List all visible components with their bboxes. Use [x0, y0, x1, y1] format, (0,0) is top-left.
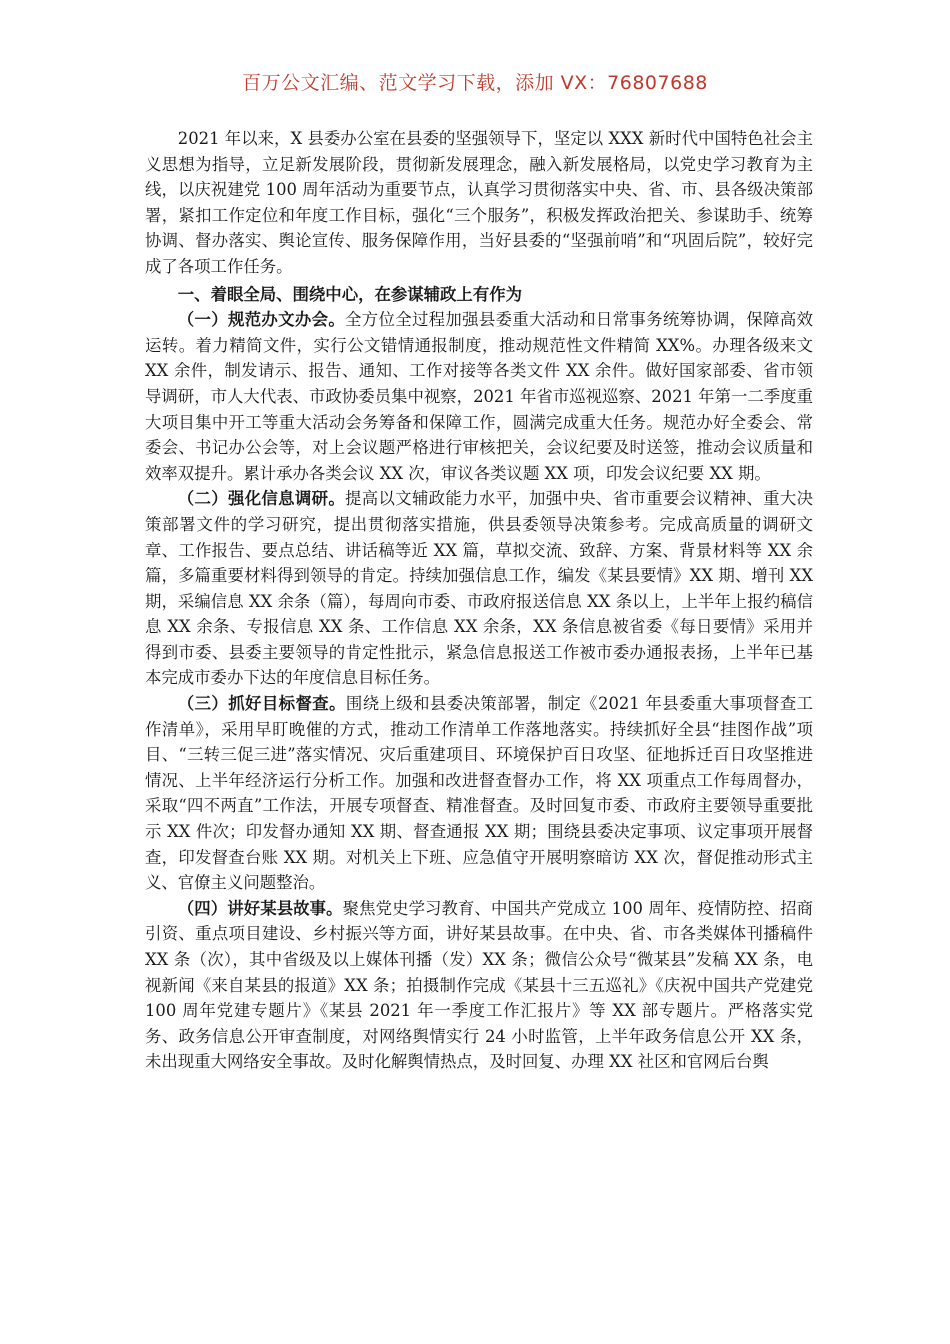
- paragraph-item-2: [145, 486, 813, 691]
- item-body: 围绕上级和县委决策部署，制定《2021 年县委重大事项督查工作清单》，采用早盯晚催的方式，推动工作清单工作落地落实。持续抓好全县“挂图作战”项目、“三转三促三进”落实情况、灾后重建项目、环境保护百日攻坚、征地拆迁百日攻坚推进情况、上半年经济运行分析工作。加强和改进督查督办工作，将 XX 项重点工作每周督办，采取“四不两直”工作法，开展专项督查、精准督查。及时回复市委、市政府主要领导重要批示 XX 件次；印发督办通知 XX 期、督查通报 XX 期；围绕县委决定事项、议定事项开展督查，印发督查台账 XX 期。对机关上下班、应急值守开展明察暗访 XX 次，督促推动形式主义、官僚主义问题整治。: [145, 694, 814, 893]
- paragraph-item-3: [145, 691, 813, 896]
- item-title: （三）抓好目标督查。: [177, 694, 346, 714]
- item-title: （二）强化信息调研。: [177, 489, 346, 509]
- paragraph-item-4: [145, 896, 813, 1075]
- section-heading: 一、着眼全局、围绕中心，在参谋辅政上有作为: [177, 284, 522, 304]
- watermark-header: 百万公文汇编、范文学习下载，添加 VX：76807688: [242, 72, 708, 94]
- paragraph-item-1: [145, 307, 813, 486]
- item-body: 全方位全过程加强县委重大活动和日常事务统筹协调，保障高效运转。着力精简文件，实行公文错情通报制度，推动规范性文件精简 XX%。办理各级来文 XX 余件，制发请示、报告、通知、工作对接等各类文件 XX 余件。做好国家部委、省市领导调研，市人大代表、市政协委员集中视察，2021 年省市巡视巡察、2021 年第一二季度重大项目集中开工等重大活动会务筹备和保障工作，圆满完成重大任务。规范办好全委会、常委会、书记办公会等，对上会议题严格进行审核把关，会议纪要及时送签，推动会议质量和效率双提升。累计承办各类会议 XX 次，审议各类议题 XX 项，印发会议纪要 XX 期。: [145, 310, 814, 483]
- item-title: （一）规范办文办会。: [177, 310, 346, 330]
- intro-paragraph: 2021 年以来，X 县委办公室在县委的坚强领导下，坚定以 XXX 新时代中国特色社会主义思想为指导，立足新发展阶段，贯彻新发展理念，融入新发展格局，以党史学习教育为主线，以庆祝建党 100 周年活动为重要节点，认真学习贯彻落实中央、省、市、县各级决策部署，紧扣工作定位和年度工作目标，强化“三个服务”，积极发挥政治把关、参谋助手、统筹协调、督办落实、舆论宣传、服务保障作用，当好县委的“坚强前哨”和“巩固后院”，较好完成了各项工作任务。: [145, 129, 813, 276]
- item-body: 聚焦党史学习教育、中国共产党成立 100 周年、疫情防控、招商引资、重点项目建设、乡村振兴等方面，讲好某县故事。在中央、省、市各类媒体刊播稿件 XX 条（次），其中省级及以上媒体刊播（发）XX 条；微信公众号“微某县”发稿 XX 条，电视新闻《来自某县的报道》XX 条；拍摄制作完成《某县十三五巡礼》《庆祝中国共产党建党 100 周年党建专题片》《某县 2021 年一季度工作汇报片》等 XX 部专题片。严格落实党务、政务信息公开审查制度，对网络舆情实行 24 小时监管，上半年政务信息公开 XX 条，未出现重大网络安全事故。及时化解舆情热点，及时回复、办理 XX 社区和官网后台舆: [145, 898, 813, 1072]
- document-body: [145, 126, 813, 1075]
- item-title: （四）讲好某县故事。: [177, 898, 343, 918]
- item-body: 提高以文辅政能力水平，加强中央、省市重要会议精神、重大决策部署文件的学习研究，提出贯彻落实措施，供县委领导决策参考。完成高质量的调研文章、工作报告、要点总结、讲话稿等近 XX 篇，草拟交流、致辞、方案、背景材料等 XX 余篇，多篇重要材料得到领导的肯定。持续加强信息工作，编发《某县要情》XX 期、增刊 XX 期，采编信息 XX 余条（篇），每周向市委、市政府报送信息 XX 条以上，上半年上报约稿信息 XX 余条、专报信息 XX 条、工作信息 XX 余条，XX 条信息被省委《每日要情》采用并得到市委、县委主要领导的肯定性批示，紧急信息报送工作被市委办通报表扬，上半年已基本完成市委办下达的年度信息目标任务。: [145, 489, 814, 688]
